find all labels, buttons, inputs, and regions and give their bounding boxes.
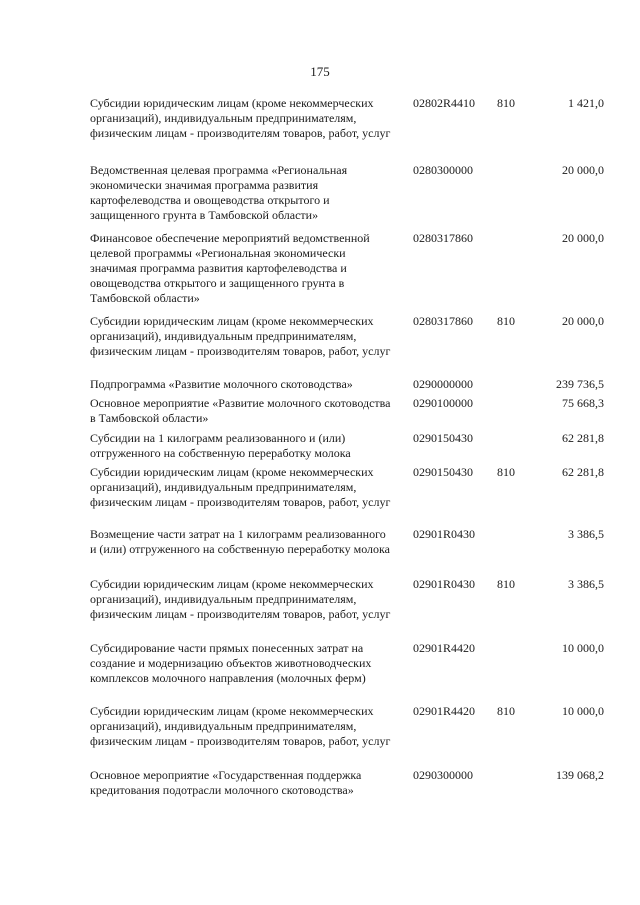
row-amount: 10 000,0 xyxy=(562,641,604,655)
row-description: Субсидии на 1 килограмм реализованного и (или) отгруженного на собственную переработку молока xyxy=(90,431,351,460)
row-description: Субсидии юридическим лицам (кроме некоммерческих организаций), индивидуальным предпринимателям, физическим лицам - производителям товаров, работ, услуг xyxy=(90,577,391,621)
row-amount: 20 000,0 xyxy=(562,231,604,245)
page-number: 175 xyxy=(310,64,330,79)
row-target-code: 0280317860 xyxy=(413,231,473,245)
row-expense-type: 810 xyxy=(497,704,515,718)
row-description: Ведомственная целевая программа «Региональная экономически значимая программа развития картофелеводства и овощеводства открытого и защищенного грунта в Тамбовской области» xyxy=(90,163,348,222)
row-target-code: 02901R0430 xyxy=(413,527,476,541)
row-expense-type: 810 xyxy=(497,577,515,591)
row-amount: 1 421,0 xyxy=(568,96,604,110)
table-row xyxy=(0,377,640,396)
row-description: Основное мероприятие «Развитие молочного скотоводства в Тамбовской области» xyxy=(90,396,391,425)
budget-table xyxy=(0,96,640,804)
table-row xyxy=(0,314,640,377)
table-row xyxy=(0,641,640,704)
row-target-code: 0290100000 xyxy=(413,396,473,410)
row-target-code: 02802R4410 xyxy=(413,96,476,110)
table-row xyxy=(0,96,640,163)
row-description: Подпрограмма «Развитие молочного скотоводства» xyxy=(90,377,353,391)
row-description: Финансовое обеспечение мероприятий ведомственной целевой программы «Региональная экономически значимая программа развития картофелеводства и овощеводства открытого и защищенного грунта в Тамбовской области» xyxy=(90,231,370,305)
table-row xyxy=(0,163,640,231)
table-row xyxy=(0,577,640,641)
row-description: Субсидирование части прямых понесенных затрат на создание и модернизацию объектов животноводческих комплексов молочного направления (молочных ферм) xyxy=(90,641,372,685)
row-expense-type: 810 xyxy=(497,465,515,479)
row-expense-type: 810 xyxy=(497,96,515,110)
row-target-code: 02901R4420 xyxy=(413,704,476,718)
row-target-code: 0290150430 xyxy=(413,431,473,445)
table-row xyxy=(0,431,640,465)
row-description: Субсидии юридическим лицам (кроме некоммерческих организаций), индивидуальным предпринимателям, физическим лицам - производителям товаров, работ, услуг xyxy=(90,314,391,358)
row-target-code: 0290150430 xyxy=(413,465,473,479)
table-row xyxy=(0,527,640,577)
row-target-code: 0280300000 xyxy=(413,163,473,177)
row-target-code: 0290300000 xyxy=(413,768,473,782)
row-amount: 139 068,2 xyxy=(556,768,604,782)
row-expense-type: 810 xyxy=(497,314,515,328)
table-row xyxy=(0,768,640,804)
row-amount: 20 000,0 xyxy=(562,314,604,328)
row-description: Субсидии юридическим лицам (кроме некоммерческих организаций), индивидуальным предпринимателям, физическим лицам - производителям товаров, работ, услуг xyxy=(90,704,391,748)
row-description: Основное мероприятие «Государственная поддержка кредитования подотрасли молочного скотоводства» xyxy=(90,768,362,797)
row-target-code: 02901R4420 xyxy=(413,641,476,655)
row-description: Субсидии юридическим лицам (кроме некоммерческих организаций), индивидуальным предпринимателям, физическим лицам - производителям товаров, работ, услуг xyxy=(90,96,391,140)
table-row xyxy=(0,704,640,768)
row-description: Субсидии юридическим лицам (кроме некоммерческих организаций), индивидуальным предпринимателям, физическим лицам - производителям товаров, работ, услуг xyxy=(90,465,391,509)
row-target-code: 0280317860 xyxy=(413,314,473,328)
table-row xyxy=(0,396,640,431)
row-amount: 3 386,5 xyxy=(568,577,604,591)
row-amount: 20 000,0 xyxy=(562,163,604,177)
row-amount: 75 668,3 xyxy=(562,396,604,410)
row-amount: 3 386,5 xyxy=(568,527,604,541)
table-row xyxy=(0,465,640,527)
row-amount: 62 281,8 xyxy=(562,465,604,479)
row-description: Возмещение части затрат на 1 килограмм реализованного и (или) отгруженного на собственную переработку молока xyxy=(90,527,390,556)
row-target-code: 02901R0430 xyxy=(413,577,476,591)
row-amount: 10 000,0 xyxy=(562,704,604,718)
row-target-code: 0290000000 xyxy=(413,377,473,391)
table-row xyxy=(0,231,640,314)
row-amount: 239 736,5 xyxy=(556,377,604,391)
row-amount: 62 281,8 xyxy=(562,431,604,445)
